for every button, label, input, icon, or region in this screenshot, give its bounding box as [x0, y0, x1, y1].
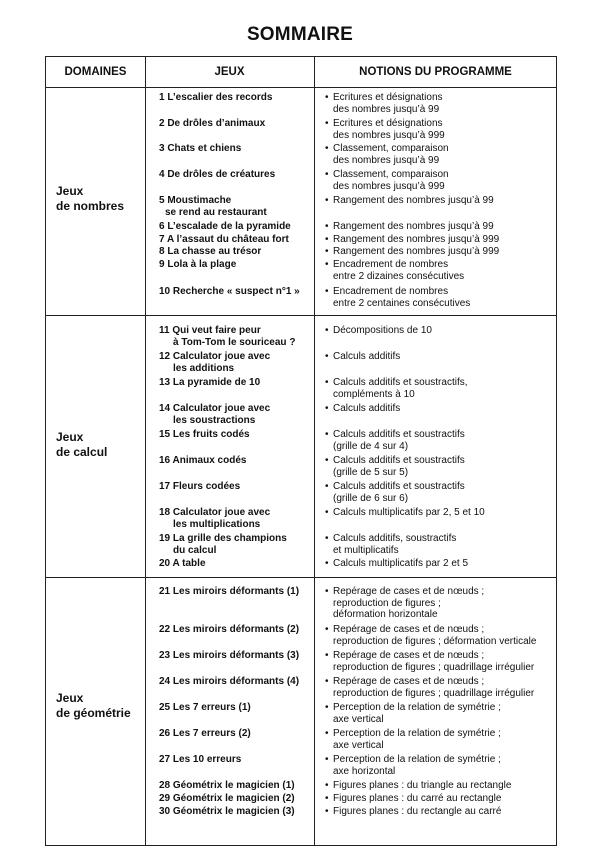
- game-entry: 2 De drôles d’animaux: [159, 118, 266, 129]
- header-divider: [46, 87, 556, 88]
- game-entry: 9 Lola à la plage: [159, 259, 237, 270]
- notion-entry: • Repérage de cases et de nœuds ; reproduction de figures ; déformation horizontale: [325, 586, 485, 620]
- notion-entry: • Calculs additifs, soustractifs et multiplicatifs: [325, 533, 457, 556]
- game-entry: 30 Géométrix le magicien (3): [159, 806, 295, 817]
- game-entry: 8 La chasse au trésor: [159, 246, 262, 257]
- game-entry: 14 Calculator joue avec les soustractions: [159, 403, 271, 426]
- game-entry: 15 Les fruits codés: [159, 429, 250, 440]
- header-domaines: DOMAINES: [64, 66, 127, 78]
- notion-entry: • Calculs additifs et soustractifs (grille de 4 sur 4): [325, 429, 465, 452]
- game-entry: 26 Les 7 erreurs (2): [159, 728, 251, 739]
- notion-entry: • Figures planes : du rectangle au carré: [325, 806, 502, 817]
- notion-entry: • Classement, comparaison des nombres jusqu’à 99: [325, 143, 449, 166]
- game-entry: 3 Chats et chiens: [159, 143, 242, 154]
- domain-label: Jeux de calcul: [56, 430, 108, 459]
- notion-entry: • Calculs additifs et soustractifs (grille de 5 sur 5): [325, 455, 465, 478]
- notion-entry: • Encadrement de nombres entre 2 dizaines consécutives: [325, 259, 465, 282]
- game-entry: 27 Les 10 erreurs: [159, 754, 242, 765]
- game-entry: 22 Les miroirs déformants (2): [159, 624, 300, 635]
- notion-entry: • Rangement des nombres jusqu’à 999: [325, 246, 500, 257]
- notion-entry: • Perception de la relation de symétrie ; axe horizontal: [325, 754, 501, 777]
- game-entry: 25 Les 7 erreurs (1): [159, 702, 251, 713]
- notion-entry: • Décompositions de 10: [325, 325, 432, 336]
- notion-entry: • Figures planes : du carré au rectangle: [325, 793, 502, 804]
- notion-entry: • Perception de la relation de symétrie ; axe vertical: [325, 702, 501, 725]
- page-title: SOMMAIRE: [246, 24, 354, 45]
- notion-entry: • Calculs additifs et soustractifs, compléments à 10: [325, 377, 468, 400]
- notion-entry: • Calculs multiplicatifs par 2, 5 et 10: [325, 507, 485, 518]
- section-divider: [46, 577, 556, 578]
- notion-entry: • Rangement des nombres jusqu’à 99: [325, 195, 494, 206]
- summary-table: [45, 56, 557, 846]
- game-entry: 5 Moustimache se rend au restaurant: [159, 195, 267, 218]
- notion-entry: • Rangement des nombres jusqu’à 999: [325, 234, 500, 245]
- notion-entry: • Ecritures et désignations des nombres jusqu’à 999: [325, 118, 445, 141]
- notion-entry: • Repérage de cases et de nœuds ; reproduction de figures ; quadrillage irrégulier: [325, 650, 535, 673]
- game-entry: 21 Les miroirs déformants (1): [159, 586, 300, 597]
- notion-entry: • Calculs additifs et soustractifs (grille de 6 sur 6): [325, 481, 465, 504]
- game-entry: 6 L’escalade de la pyramide: [159, 221, 291, 232]
- notion-entry: • Rangement des nombres jusqu’à 99: [325, 221, 494, 232]
- header-notions: NOTIONS DU PROGRAMME: [359, 66, 512, 78]
- notion-entry: • Ecritures et désignations des nombres jusqu’à 99: [325, 92, 443, 115]
- game-entry: 1 L’escalier des records: [159, 92, 273, 103]
- game-entry: 28 Géométrix le magicien (1): [159, 780, 295, 791]
- section-divider: [46, 315, 556, 316]
- domain-label: Jeux de géométrie: [56, 691, 131, 720]
- game-entry: 4 De drôles de créatures: [159, 169, 276, 180]
- notion-entry: • Encadrement de nombres entre 2 centaines consécutives: [325, 286, 471, 309]
- notion-entry: • Calculs multiplicatifs par 2 et 5: [325, 558, 469, 569]
- game-entry: 18 Calculator joue avec les multiplications: [159, 507, 271, 530]
- notion-entry: • Perception de la relation de symétrie ; axe vertical: [325, 728, 501, 751]
- notion-entry: • Figures planes : du triangle au rectangle: [325, 780, 512, 791]
- notion-entry: • Repérage de cases et de nœuds ; reproduction de figures ; déformation verticale: [325, 624, 537, 647]
- game-entry: 24 Les miroirs déformants (4): [159, 676, 300, 687]
- game-entry: 20 A table: [159, 558, 206, 569]
- game-entry: 13 La pyramide de 10: [159, 377, 261, 388]
- notion-entry: • Classement, comparaison des nombres jusqu’à 999: [325, 169, 449, 192]
- domain-label: Jeux de nombres: [56, 184, 125, 213]
- game-entry: 23 Les miroirs déformants (3): [159, 650, 300, 661]
- game-entry: 12 Calculator joue avec les additions: [159, 351, 271, 374]
- header-jeux: JEUX: [214, 66, 245, 78]
- game-entry: 17 Fleurs codées: [159, 481, 241, 492]
- notion-entry: • Repérage de cases et de nœuds ; reproduction de figures ; quadrillage irrégulier: [325, 676, 535, 699]
- game-entry: 7 A l’assaut du château fort: [159, 234, 289, 245]
- game-entry: 19 La grille des champions du calcul: [159, 533, 287, 556]
- game-entry: 10 Recherche « suspect n°1 »: [159, 286, 300, 297]
- column-divider: [314, 57, 315, 845]
- game-entry: 11 Qui veut faire peur à Tom-Tom le souriceau ?: [159, 325, 296, 348]
- notion-entry: • Calculs additifs: [325, 351, 401, 362]
- game-entry: 16 Animaux codés: [159, 455, 247, 466]
- notion-entry: • Calculs additifs: [325, 403, 401, 414]
- column-divider: [145, 57, 146, 845]
- game-entry: 29 Géométrix le magicien (2): [159, 793, 295, 804]
